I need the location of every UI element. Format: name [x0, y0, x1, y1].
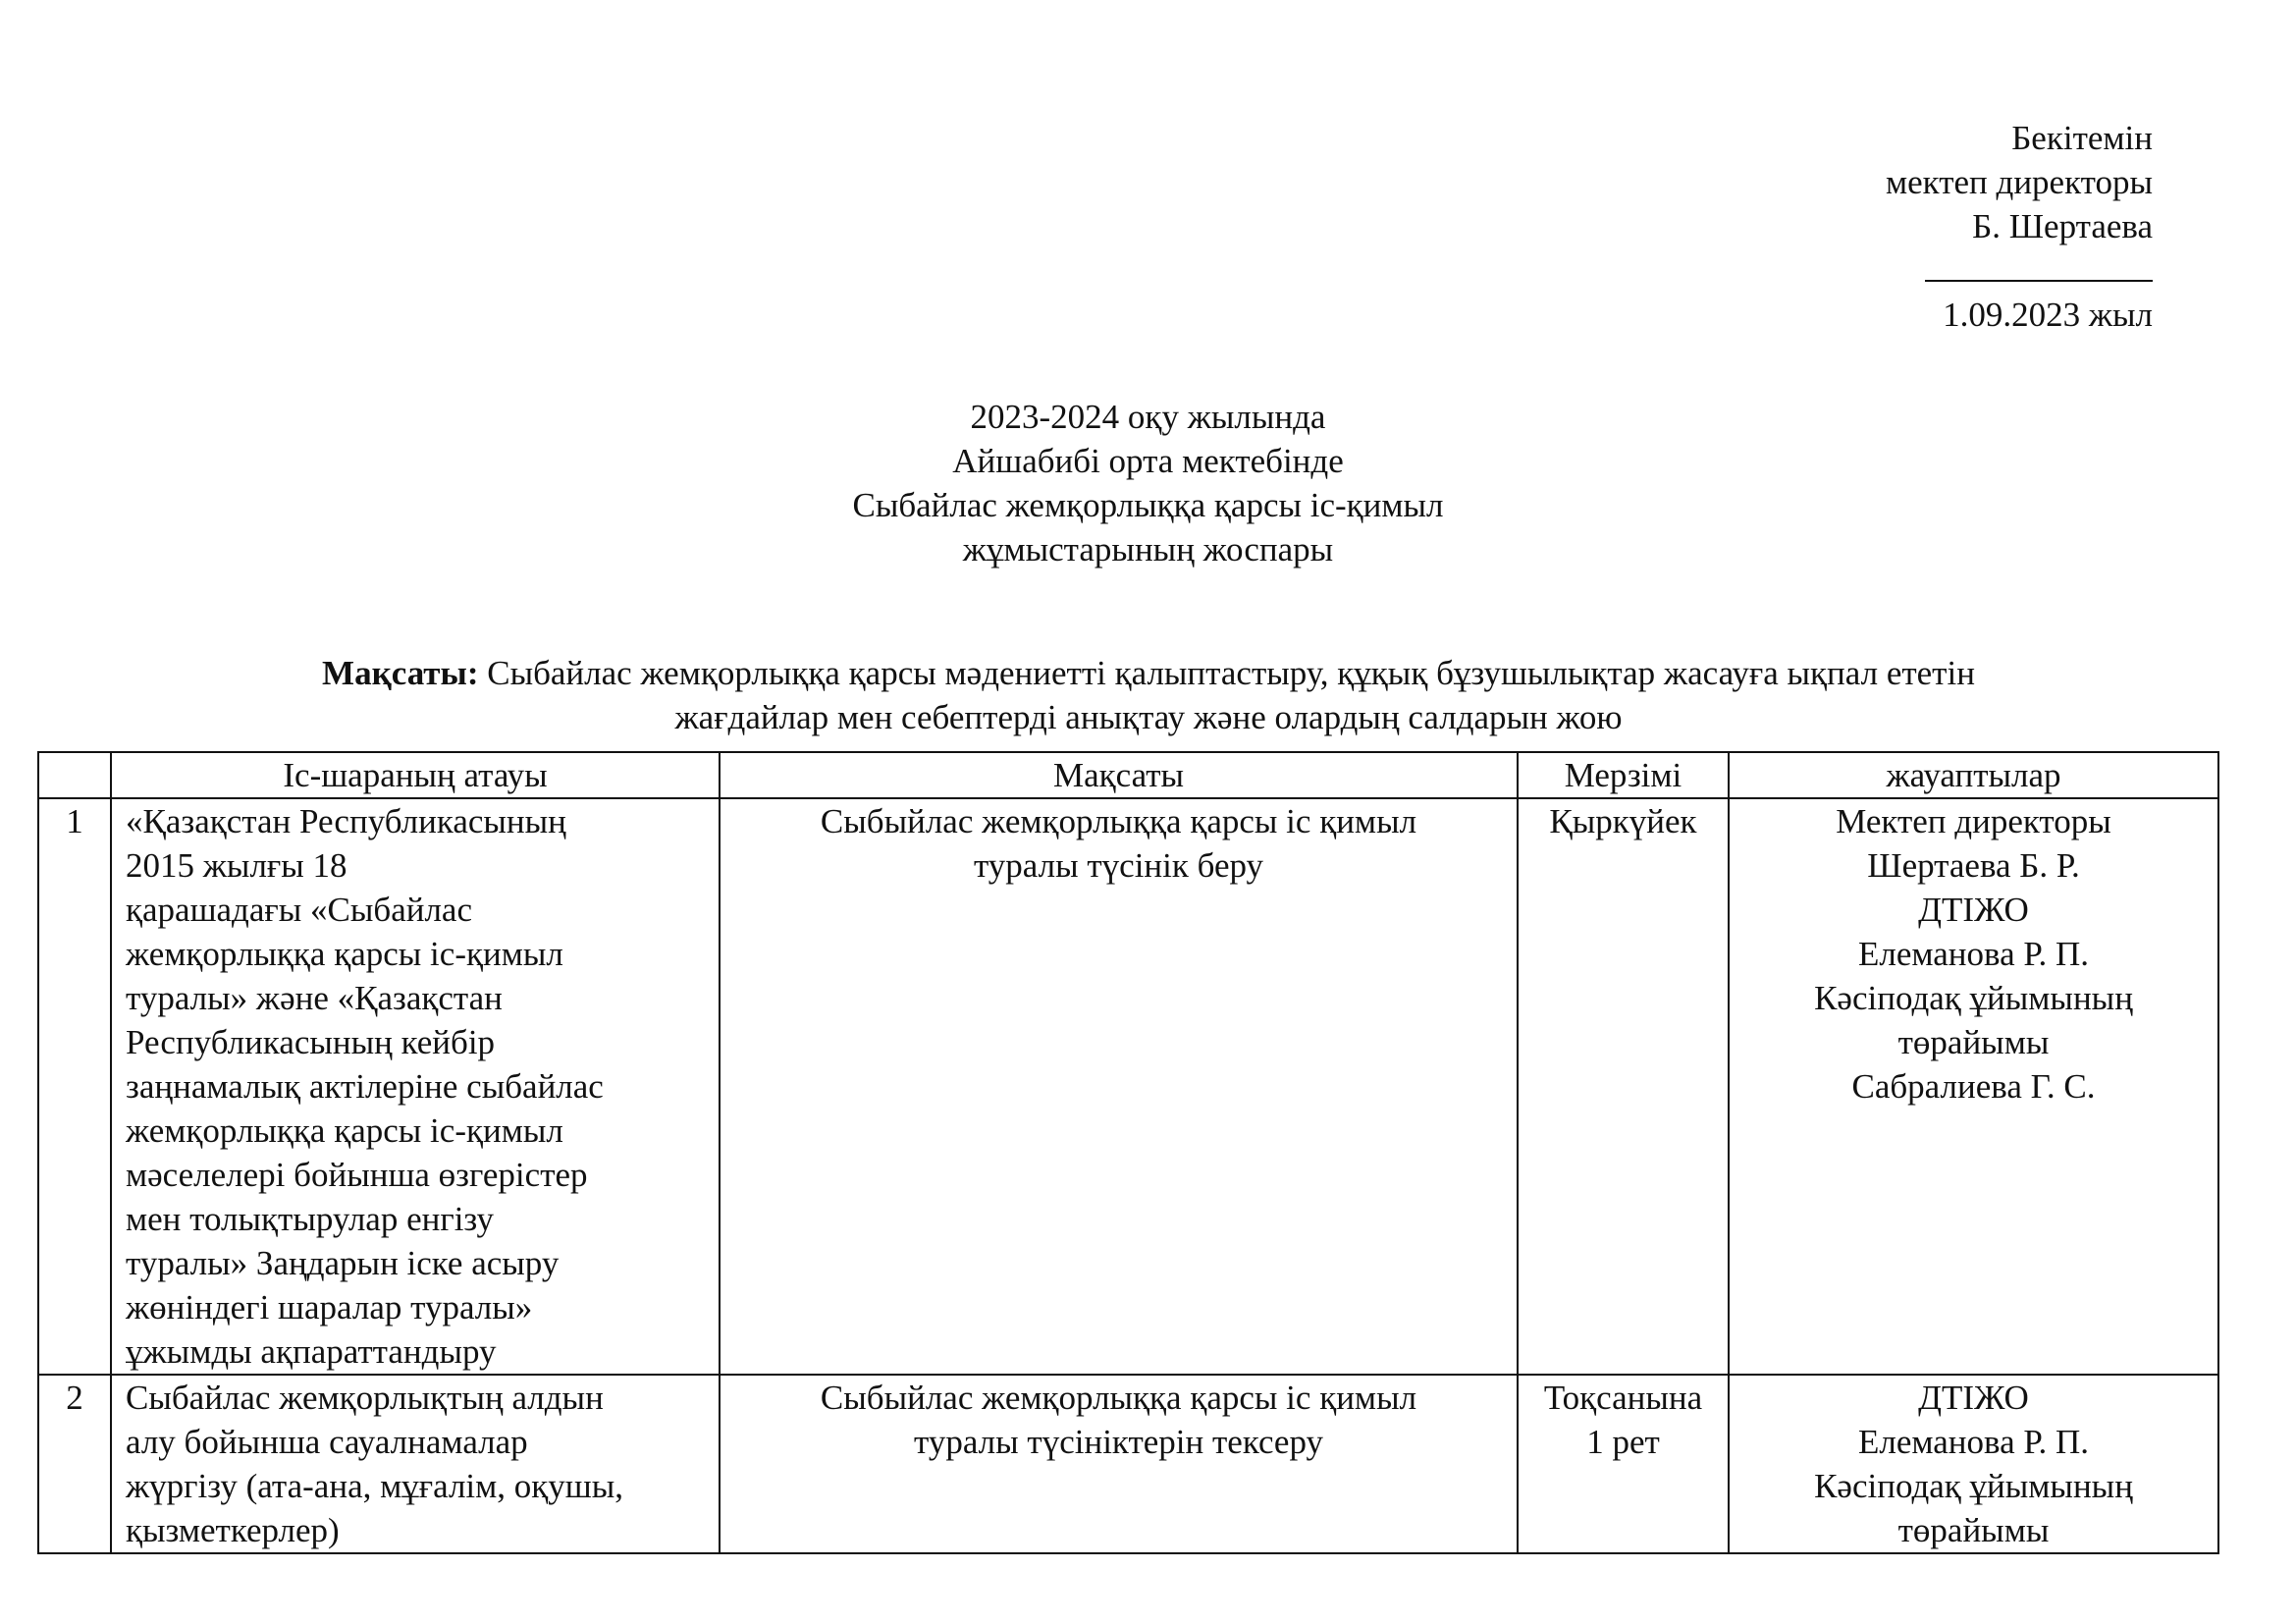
header-num	[38, 752, 111, 798]
approval-block	[1886, 116, 2153, 337]
event-responsible-line: Кәсіподақ ұйымының	[1814, 1467, 2133, 1505]
event-name-line: жемқорлыққа қарсы іс-қимыл	[126, 1111, 563, 1150]
event-name-line: алу бойынша сауалнамалар	[126, 1423, 528, 1461]
event-responsible-line: ДТІЖО	[1918, 891, 2029, 929]
event-name-line: жөніндегі шаралар туралы»	[126, 1288, 533, 1326]
event-name-line: туралы» және «Қазақстан	[126, 979, 503, 1017]
header-event: Іс-шараның атауы	[111, 752, 720, 798]
table-header-row	[38, 752, 2218, 798]
title-line-2: Айшабибі орта мектебінде	[952, 442, 1344, 480]
goal-text-line-1: Сыбайлас жемқорлыққа қарсы мәдениетті қалыптастыру, құқық бұзушылықтар жасауға ықпал ететін	[478, 654, 1975, 692]
approval-title: Бекітемін	[2011, 119, 2153, 157]
event-name-line: ұжымды ақпараттандыру	[126, 1332, 497, 1371]
title-line-3: Сыбайлас жемқорлыққа қарсы іс-қимыл	[852, 486, 1444, 524]
event-responsible-line: Елеманова Р. П.	[1857, 1423, 2090, 1461]
event-goal-line: Сыбыйлас жемқорлыққа қарсы іс қимыл	[820, 1379, 1417, 1417]
event-term-line: Қыркүйек	[1549, 802, 1697, 840]
event-goal	[720, 798, 1518, 1375]
event-name	[111, 798, 720, 1375]
event-responsible-line: төрайымы	[1897, 1511, 2050, 1549]
event-name-line: Республикасының кейбір	[126, 1023, 496, 1061]
approval-position: мектеп директоры	[1885, 163, 2153, 201]
table-row	[38, 1375, 2218, 1553]
event-name-line: мәселелері бойынша өзгерістер	[126, 1156, 588, 1194]
event-term	[1518, 798, 1729, 1375]
plan-table	[37, 751, 2219, 1554]
event-name-line: жүргізу (ата-ана, мұғалім, оқушы,	[126, 1467, 624, 1505]
event-responsible-line: Сабралиева Г. С.	[1851, 1067, 2096, 1106]
title-line-4: жұмыстарының жоспары	[962, 530, 1334, 568]
row-number: 2	[38, 1375, 111, 1553]
goal-label: Мақсаты:	[322, 654, 479, 692]
event-name-line: заңнамалық актілеріне сыбайлас	[126, 1067, 604, 1106]
title-line-1: 2023-2024 оқу жылында	[970, 398, 1326, 436]
event-goal	[720, 1375, 1518, 1553]
event-term	[1518, 1375, 1729, 1553]
approval-date: 1.09.2023 жыл	[1943, 296, 2153, 334]
event-responsible-line: Мектеп директоры	[1836, 802, 2111, 840]
event-name	[111, 1375, 720, 1553]
event-goal-line: Сыбыйлас жемқорлыққа қарсы іс қимыл	[820, 802, 1417, 840]
event-name-line: 2015 жылғы 18	[126, 846, 347, 885]
event-responsible-line: Кәсіподақ ұйымының	[1814, 979, 2133, 1017]
event-name-line: «Қазақстан Республикасының	[126, 802, 566, 840]
header-responsible: жауаптылар	[1729, 752, 2218, 798]
header-term: Мерзімі	[1518, 752, 1729, 798]
event-name-line: Сыбайлас жемқорлықтың алдын	[126, 1379, 604, 1417]
table-row	[38, 798, 2218, 1375]
row-number: 1	[38, 798, 111, 1375]
event-responsible	[1729, 798, 2218, 1375]
event-responsible-line: Елеманова Р. П.	[1857, 935, 2090, 973]
event-goal-line: туралы түсінік беру	[973, 846, 1264, 885]
document-title	[0, 395, 2296, 571]
event-responsible-line: Шертаева Б. Р.	[1867, 846, 2080, 885]
event-goal-line: туралы түсініктерін тексеру	[914, 1423, 1323, 1461]
approval-name: Б. Шертаева	[1972, 207, 2153, 245]
signature-line	[1886, 248, 2153, 293]
header-goal: Мақсаты	[720, 752, 1518, 798]
event-responsible-line: ДТІЖО	[1918, 1379, 2029, 1417]
event-term-line: Тоқсанына	[1543, 1379, 1703, 1417]
event-name-line: жемқорлыққа қарсы іс-қимыл	[126, 935, 563, 973]
goal-statement	[177, 651, 2120, 739]
event-name-line: қызметкерлер)	[126, 1511, 340, 1549]
goal-text-line-2: жағдайлар мен себептерді анықтау және олардың салдарын жою	[674, 698, 1623, 736]
event-responsible-line: төрайымы	[1897, 1023, 2050, 1061]
event-name-line: қарашадағы «Сыбайлас	[126, 891, 472, 929]
event-responsible	[1729, 1375, 2218, 1553]
event-term-line: 1 рет	[1586, 1423, 1660, 1461]
event-name-line: мен толықтырулар енгізу	[126, 1200, 495, 1238]
event-name-line: туралы» Заңдарын іске асыру	[126, 1244, 560, 1282]
